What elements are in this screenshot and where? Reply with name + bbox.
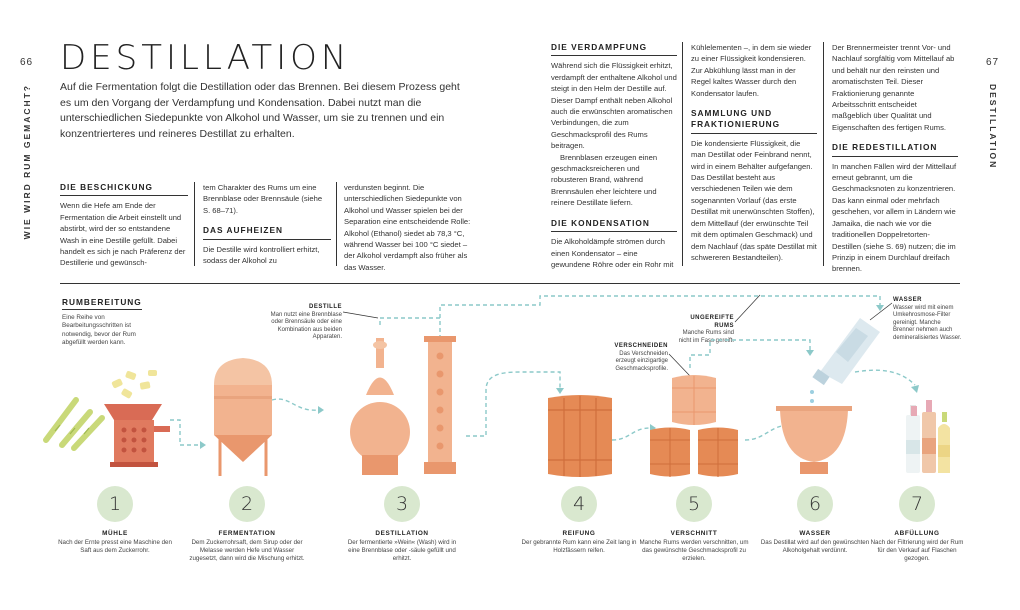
diagram-heading: RUMBEREITUNG xyxy=(62,297,142,310)
step-2-number: 2 xyxy=(229,486,265,522)
heading-redestillation: DIE REDESTILLATION xyxy=(832,142,958,156)
blend-barrels-icon xyxy=(650,375,738,477)
heading-aufheizen: DAS AUFHEIZEN xyxy=(203,225,331,239)
heading-kondensation: DIE KONDENSATION xyxy=(551,218,677,232)
step-4-number: 4 xyxy=(561,486,597,522)
step-6-text: Das Destillat wird auf den gewünschten Alkoholgehalt verdünnt. xyxy=(760,539,870,554)
text-verdampfung: Während sich die Flüssigkeit erhitzt, verdampft der enthaltene Alkohol und steigt in den Helm der Destille auf. Dieser Dampf enthält neben Alkohol auch die erwünschten aromatischen Verbindungen, die zum Geschmacksprofil des Rums beitragen. xyxy=(551,61,677,151)
step-2-text: Dem Zuckerrohrsaft, dem Sirup oder der Melasse werden Hefe und Wasser zugesetzt, dann wird die Mischung erhitzt. xyxy=(189,539,305,562)
running-head-right: DESTILLATION xyxy=(988,84,998,170)
step-7-title: ABFÜLLUNG xyxy=(894,530,940,537)
step-3-title: DESTILLATION xyxy=(375,530,429,537)
step-5-number: 5 xyxy=(676,486,712,522)
step-2-title: FERMENTATION xyxy=(218,530,276,537)
step-1-caption xyxy=(55,530,175,555)
step-6-title: WASSER xyxy=(799,530,831,537)
intro-paragraph: Auf die Fermentation folgt die Destillation oder das Brennen. Bei diesem Prozess geht es um den Vorgang der Verdampfung und Kondensation. Dabei nutzt man die unterschiedlichen Siedepunkte von Alkohol und Wasser, um sie zu trennen und ein konzentrierteres und reineres Destillat zu erhalten. xyxy=(60,81,460,140)
text-fraktionierung: Der Brennermeister trennt Vor- und Nachlauf sorgfältig vom Mittellauf ab und behält nur den reinsten und aromatischsten Teil. Dieser Fraktionierung genannte Arbeitsschritt entscheidet maßgeblich über Qualität und Eigenschaften des fertigen Rums. xyxy=(832,43,955,132)
step-2-caption xyxy=(187,530,307,563)
step-3-number: 3 xyxy=(384,486,420,522)
step-1-text: Nach der Ernte presst eine Maschine den Saft aus dem Zuckerrohr. xyxy=(58,539,172,554)
mill-icon xyxy=(104,404,170,467)
text-beschickung-cont: tem Charakter des Rums um eine Brennblase oder Brennsäule (siehe S. 68–71). xyxy=(203,183,323,215)
text-aufheizen: Die Destille wird kontrolliert erhitzt, sodass der Alkohol zu xyxy=(203,244,320,266)
step-5-text: Manche Rums werden verschnitten, um das gewünschte Geschmacksprofil zu erzielen. xyxy=(639,539,749,562)
callout-ungereifte-text: Manche Rums sind nicht im Fass gereift. xyxy=(678,330,734,344)
step-6-caption xyxy=(760,530,870,555)
diagram-intro: Eine Reihe von Bearbeitungsschritten ist notwendig, bevor der Rum abgefüllt werden kann. xyxy=(62,314,136,347)
text-redestillation: In manchen Fällen wird der Mittellauf erneut gebrannt, um die Geschmacksnoten zu konzentrieren. Das kann einmal oder mehrfach geschehen, vor allem in Ländern wie Jamaika, die nach wie vor die traditionellen Doppelretorten-Destillen (siehe S. 69) nutzen; die im Prinzip in einem Durchlauf dreifach brennen. xyxy=(832,161,957,274)
sugarcane-pieces-icon xyxy=(111,370,157,399)
column-still-icon xyxy=(424,336,456,474)
step-3-text: Der fermentierte »Wein« (Wash) wird in eine Brennblase oder -säule gefüllt und erhitzt. xyxy=(347,539,457,562)
page-number-right: 67 xyxy=(986,57,1000,68)
page-title: DESTILLATION xyxy=(60,38,351,78)
step-6-number: 6 xyxy=(797,486,833,522)
running-head-left: WIE WIRD RUM GEMACHT? xyxy=(22,84,32,240)
barrel-icon xyxy=(548,395,612,477)
step-7-text: Nach der Filtrierung wird der Rum für den Verkauf auf Flaschen gezogen. xyxy=(870,539,964,562)
step-7-number: 7 xyxy=(899,486,935,522)
callout-verschneiden-text: Das Verschneiden erzeugt einzigartige Geschmacksprofile. xyxy=(615,350,668,372)
callout-wasser-title: WASSER xyxy=(893,297,923,303)
water-bottle-icon xyxy=(810,318,880,403)
heading-beschickung: DIE BESCHICKUNG xyxy=(60,182,188,196)
dilution-bowl-icon xyxy=(776,406,852,474)
text-brennblasen: Brennblasen erzeugen einen geschmacksreicheren und robusteren Brand, während Brennsäulen eher leichtere und reinere Destillate liefern. xyxy=(551,152,658,208)
page-number-left: 66 xyxy=(20,57,34,68)
step-1-number: 1 xyxy=(97,486,133,522)
heading-verdampfung: DIE VERDAMPFUNG xyxy=(551,42,677,56)
pot-still-icon xyxy=(350,338,410,475)
text-aufheizen-cont: verdunsten beginnt. Die unterschiedlichen Siedepunkte von Alkohol und Wasser spielen bei der Separation eine entscheidende Rolle: Alkohol (Ethanol) siedet ab 78,3 °C, während Wasser bei 100 °C siedet – der Alkohol verdampft also früher als das Wasser. xyxy=(344,183,471,272)
fermentation-tank-icon xyxy=(214,358,272,476)
step-7-caption xyxy=(870,530,964,563)
step-4-caption xyxy=(519,530,639,555)
callout-verschneiden-title: VERSCHNEIDEN xyxy=(614,343,668,349)
sugarcane-icon xyxy=(46,400,102,448)
callout-ungereifte-title: UNGEREIFTE RUMS xyxy=(690,315,734,329)
text-kondensation: Die Alkoholdämpfe strömen durch einen Kondensator – eine gewundene Röhre oder ein Rohr mit xyxy=(551,237,674,269)
heading-sammlung: SAMMLUNG UND FRAKTIONIERUNG xyxy=(691,108,817,134)
step-4-text: Der gebrannte Rum kann eine Zeit lang in Holzfässern reifen. xyxy=(521,539,637,554)
callout-destille-title: DESTILLE xyxy=(308,304,342,310)
text-beschickung: Wenn die Hefe am Ende der Fermentation die Arbeit einstellt und abstirbt, wird der so entstandene Wash in eine Destille gefüllt. Dabei handelt es sich je nach Präferenz der Destillerie und gewünsch- xyxy=(60,201,186,268)
step-5-caption xyxy=(639,530,749,563)
step-4-title: REIFUNG xyxy=(562,530,596,537)
step-1-title: MÜHLE xyxy=(102,530,128,537)
callout-wasser-text: Wasser wird mit einem Umkehrosmose-Filter gereinigt. Manche Brenner nehmen auch demineralisiertes Wasser. xyxy=(893,304,962,341)
step-5-title: VERSCHNITT xyxy=(670,530,718,537)
text-sammlung: Die kondensierte Flüssigkeit, die man Destillat oder Feinbrand nennt, wird in einem Behälter aufgefangen. Das Destillat besteht aus verschiedenen Teilen wie dem sogenannten Vorlauf (das erste Destillat mit unerwünschten Stoffen), dem Mittellauf (der erwünschte Teil mit dem optimalen Geschmack) und dem Nachlauf (das späte Destillat mit schwereren Bestandteilen). xyxy=(691,138,817,262)
callout-destille-text: Man nutzt eine Brennblase oder Brennsäule oder eine Kombination aus beiden Apparaten. xyxy=(270,311,342,341)
step-3-caption xyxy=(342,530,462,563)
rum-bottles-icon xyxy=(906,400,950,473)
callout-leaders xyxy=(343,295,892,376)
text-kondensation-cont: Kühlelementen –, in dem sie wieder zu einer Flüssigkeit kondensieren. Zur Abkühlung lässt man in der Regel kaltes Wasser durch den Kondensator laufen. xyxy=(691,43,812,98)
